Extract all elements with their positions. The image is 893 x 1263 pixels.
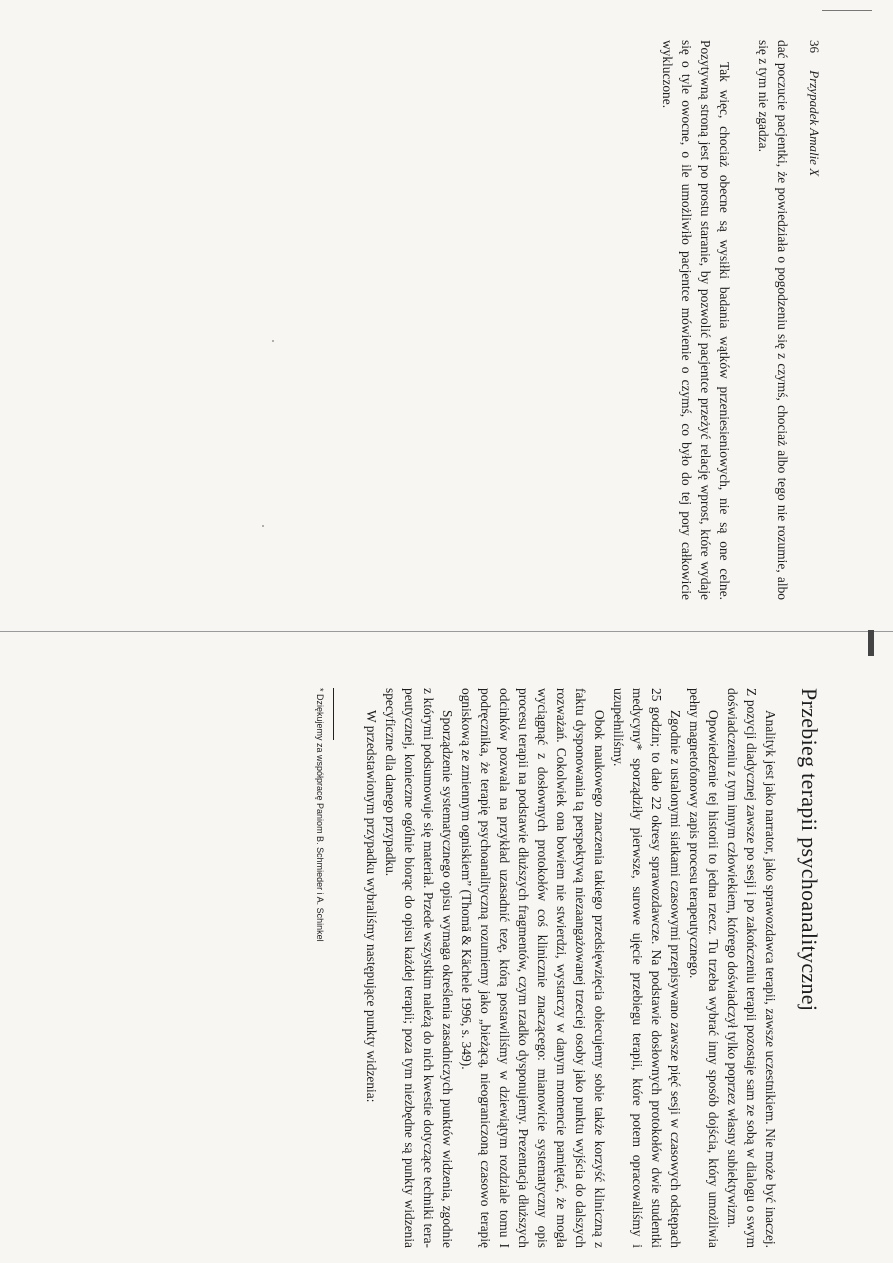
previous-section-text bbox=[72, 40, 822, 600]
paragraph: W przedstawionym przypadku wybraliśmy następujące punkty widzenia: bbox=[364, 710, 379, 1103]
footnote-divider bbox=[333, 688, 334, 740]
paragraph: Sporządzenie systematycznego opisu wymaga określenia zasadniczych punktów widzenia, zgodnie z którymi podsumowuje się materiał. Przede wszystkim należą do nich kwestie dotyczące techniki terapeutycznej, konieczne ogólnie biorąc do opisu każdej terapii; poza tym niezbędne są punkty widzenia specyficzne dla danego przypadku. bbox=[383, 688, 455, 1248]
chapter-section bbox=[102, 688, 822, 1248]
chapter-heading: Przebieg terapii psychoanalitycznej bbox=[797, 688, 822, 1012]
paragraph: Zgodnie z ustalonymi siatkami czasowymi przepisywano zawsze pięć sesji w czasowych odstępach 25 godzin; to dało 22 okresy sprawozdawcze. Na podstawie dosłownych protokołów dwie studentki medycyny* sporządziły pierwsze, surowe ujęcie przebiegu terapii, które potem opracowaliśmy i uzupełniliśmy. bbox=[611, 688, 683, 1248]
paragraph: Obok naukowego znaczenia takiego przedsięwzięcia obiecujemy sobie także korzyść kliniczną z faktu dysponowania tą perspektywą niezaangażowanej trzeciej osoby jako punktu wyjścia do dalszych rozważań. Cokolwiek ona bowiem nie stwierdzi, wystarczy w danym momencie pamiętać, że mogła wyciągnąć z dosłownych protokołów coś klinicznie znaczącego: mianowicie systematyczny opis procesu terapii na podstawie dłuższych fragmentów, czym rzadko dysponujemy. Prezentacja dłuższych odcinków pozwala na przykład uzasadnić tezę, którą postawiliśmy w dziewiątym rozdziale tomu I podręcznika, że terapię psychoanalityczną rozumiemy jako „bieżącą, nieograniczoną czasowo terapię ogniskową ze zmiennym ogniskiem” (Thomä & Kächele 1996, s. 349). bbox=[459, 688, 607, 1248]
paragraph: Tak więc, chociaż obecne są wysiłki badania wątków przeniesieniowych, nie są one celne. Pozytywną stroną jest po prostu staranie, by pozwolić pacjentce przeżyć relację wprost, które wydaje się o tyle owocne, o ile umożliwiło pacjentce mówienie o czymś, co było do tej pory całkowicie wykluczone. bbox=[660, 40, 732, 600]
footnote: * Dziękujemy za współpracę Paniom B. Schmieder i A. Schinkel bbox=[315, 688, 325, 942]
paragraph: Opowiedzenie tej historii to jedna rzecz. Tu trzeba wybrać inny sposób dojścia, który umożliwia pełny magnetofonowy zapis procesu terapeutycznego. bbox=[687, 688, 721, 1248]
page-fold-line bbox=[0, 631, 893, 632]
fold-mark bbox=[868, 630, 874, 656]
scan-edge-mark bbox=[822, 10, 872, 11]
running-title: Przypadek Amalie X bbox=[807, 70, 822, 177]
page-number: 36 bbox=[807, 40, 822, 53]
paragraph: dać poczucie pacjentki, że powiedziała o pogodzeniu się z czymś, chociaż albo tego nie rozumie, albo się z tym nie zgadza. bbox=[756, 40, 790, 600]
running-head bbox=[806, 40, 822, 600]
paragraph: Analityk jest jako narrator, jako sprawozdawca terapii, zawsze uczestnikiem. Nie może być inaczej. Z pozycji diadycznej zawsze po sesji i po zakończeniu terapii pozostaje sam ze sobą w dialogu o swym doświadczeniu z tym innym człowiekiem, którego doświadczył tylko poprzez własny subiektywizm. bbox=[725, 688, 778, 1248]
